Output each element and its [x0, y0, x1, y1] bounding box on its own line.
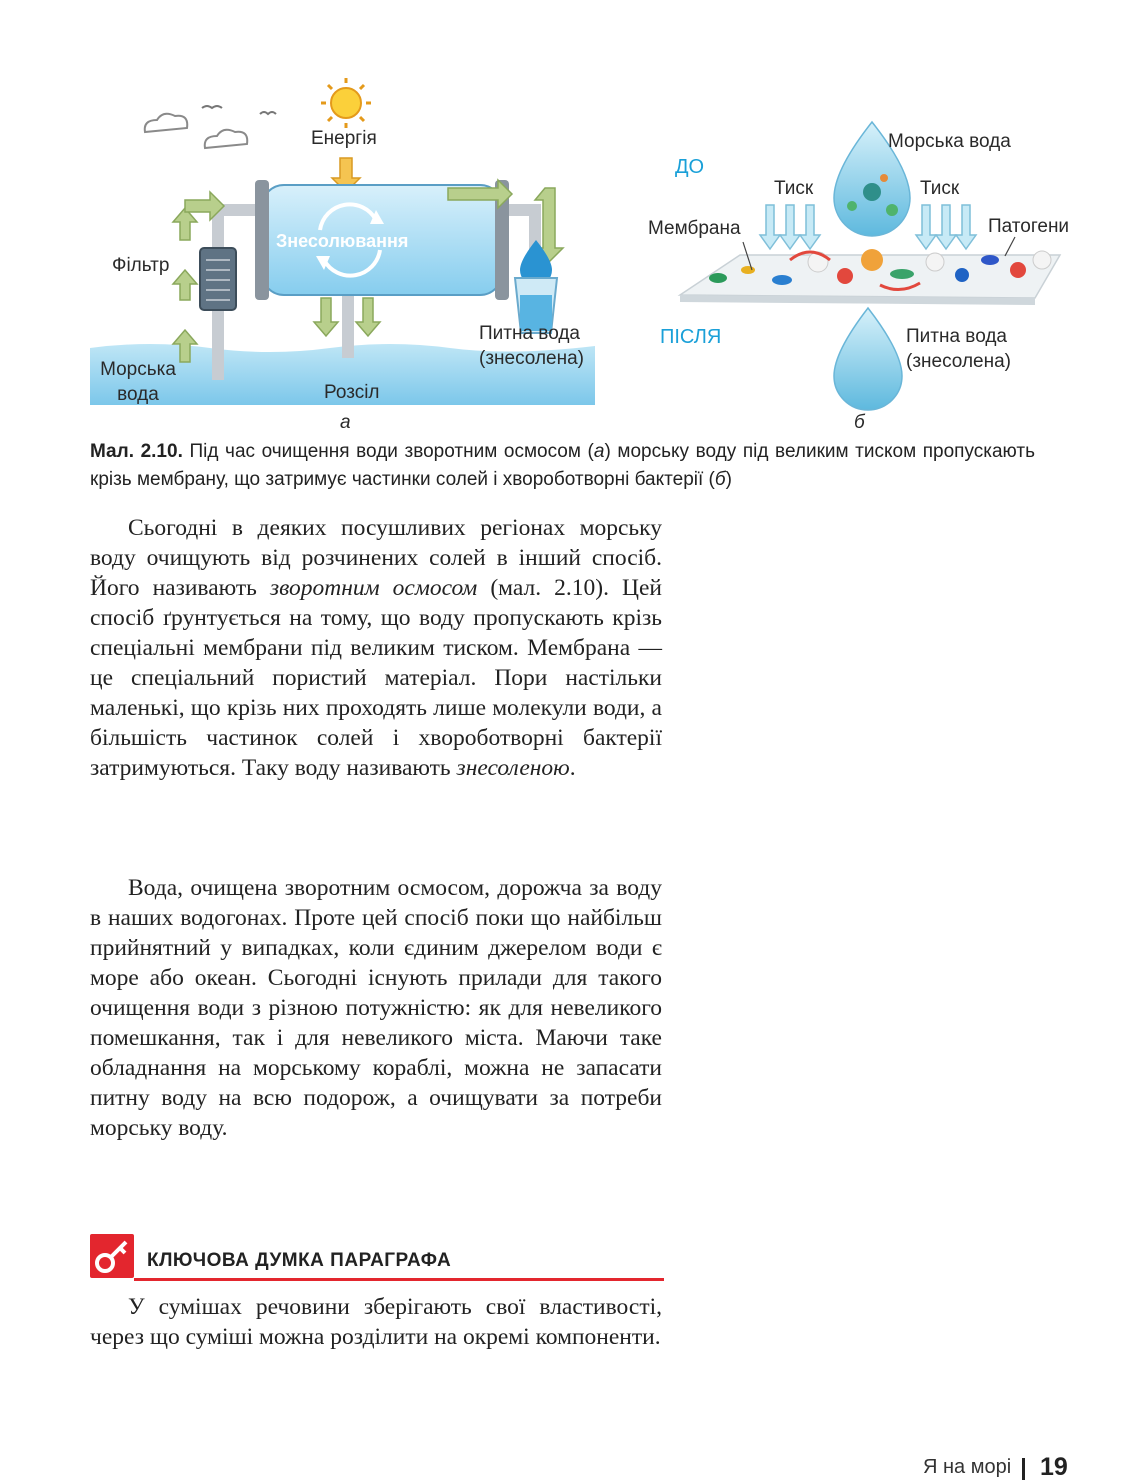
sublabel-b: б [854, 412, 865, 433]
label-brine: Розсіл [324, 382, 380, 403]
label-sea-water-left: Морська вода [100, 359, 176, 405]
caption-ref-b: б [714, 469, 726, 490]
label-before: ДО [675, 156, 705, 178]
label-pressure-left: Тиск [774, 178, 814, 199]
caption-text-1: Під час очищення води зворотним осмосом ( [182, 441, 594, 462]
caption-text-2: ) морську воду під великим тиском пропускають крізь мембрану, що затримує частинки солей і хвороботворні бактерії ( [90, 441, 1035, 490]
figure-right [640, 110, 1080, 420]
label-desalinated-right: (знесолена) [906, 351, 1012, 372]
footer-section-title: Я на морі [923, 1456, 1012, 1478]
sun-icon [321, 78, 371, 128]
label-pressure-right: Тиск [920, 178, 960, 199]
key-section-text: У сумішах речовини зберігають свої властивості, через що суміші можна розділити на окремі компоненти. [90, 1294, 662, 1350]
label-energy: Енергія [311, 128, 377, 149]
caption-text-3: ) [725, 469, 732, 490]
paragraph-1-part-3: . [569, 755, 576, 781]
label-desalination: Знесолювання [276, 231, 409, 251]
paragraph-2-text: Вода, очищена зворотним осмосом, дорожча за воду в наших водогонах. Проте цей спосіб поки що найбільш прийнятний у випадках, коли єдиним джерелом води є море або океан. Сьогодні існують прилади для такого очищення води з різною потужністю: як для невеликого помешкання, так і для невеликого міста. Маючи таке обладнання на морському кораблі, можна не запасати питну воду на всю подорож, а очищувати за потреби морську воду. [90, 875, 662, 1141]
paragraph-2 [90, 873, 662, 1143]
key-icon [90, 1234, 134, 1278]
page-number: 19 [1040, 1453, 1068, 1481]
label-filter: Фільтр [112, 255, 170, 276]
label-drinking-water-right: Питна вода [906, 326, 1007, 347]
drinking-water-drop-icon [834, 308, 902, 410]
caption-number: Мал. 2.10. [90, 441, 183, 462]
key-section-divider [134, 1278, 664, 1281]
label-membrane: Мембрана [648, 218, 741, 239]
key-section-text-block [90, 1292, 662, 1352]
caption-ref-a: а [593, 441, 605, 462]
key-section-title: КЛЮЧОВА ДУМКА ПАРАГРАФА [147, 1250, 452, 1271]
paragraph-1-part-1: Сьогодні в деяких посушливих регіонах морську воду очищують від розчинених солей в інший спосіб. Його називають [90, 515, 662, 601]
label-pathogens: Патогени [988, 216, 1070, 237]
key-section-header [90, 1234, 664, 1280]
label-desalinated-left: (знесолена) [479, 348, 585, 369]
label-drinking-water-left: Питна вода [479, 323, 580, 344]
membrane-diagram [640, 110, 1080, 420]
paragraph-1 [90, 513, 662, 783]
term-reverse-osmosis: зворотним осмосом [269, 575, 478, 601]
label-after: ПІСЛЯ [660, 326, 722, 348]
term-desalinated: знесоленою [456, 755, 570, 781]
footer-divider [1022, 1458, 1025, 1480]
figure-caption [90, 438, 1035, 494]
sublabel-a: а [340, 412, 351, 433]
label-sea-water-right: Морська вода [888, 131, 1011, 152]
paragraph-1-part-2: (мал. 2.10). Цей спосіб ґрунтується на тому, що воду пропускають крізь спеціальні мембрани під великим тиском. Мембрана — це спеціальний пористий матеріал. Пори настільки маленькі, що крізь них проходять лише молекули води, а більшість частинок солей і хвороботворні бактерії затримуються. Таку воду називають [90, 575, 663, 781]
